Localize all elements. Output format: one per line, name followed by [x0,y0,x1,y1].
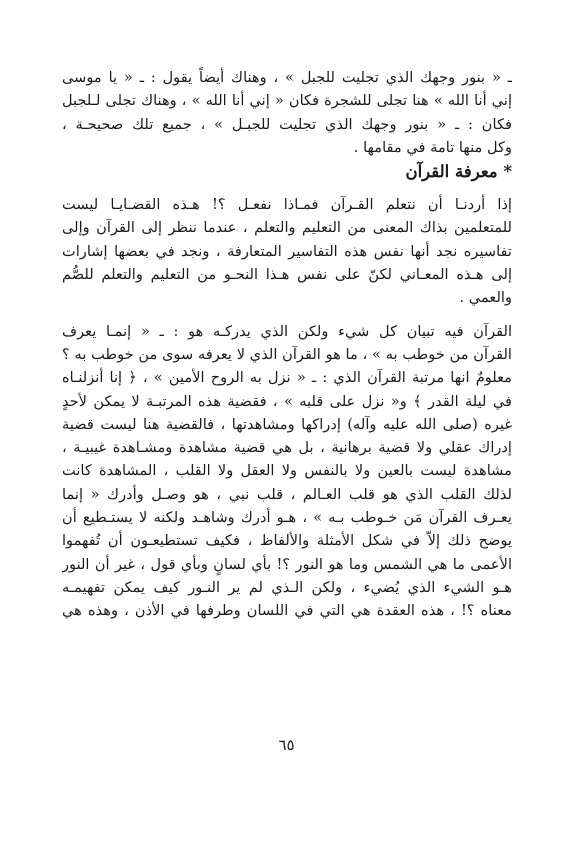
text-line: إذا أردنـا أن نتعلم القـرآن فمـاذا نفعـل ؟! هـذه القضـايـا ليست [62,196,512,214]
text-line: في ليلة القدر ﴾ و« نزل على قلبه » ، فقضية هذه المرتبـة لا يمكن لأحدٍ [62,392,512,410]
text-line: يوضح ذلك إلاّ في شكل الأمثلة والألفاظ ، فكيف تستطيعـون أن تُفهموا [62,532,512,550]
text-line: والعمي . [459,289,512,307]
text-line: يعـرف القرآن مَن خـوطب بـه » ، هـو أدرك وشاهـد ولكنه لا يستـطيع أن [62,509,512,527]
text-line: غيره (صلى الله عليه وآله) إدراكها ومشاهدتها ، فالقضية هنا ليست قضية [62,415,512,433]
text-line: القرآن فيه تبيان كل شيء ولكن الذي يدركـه هو : ـ « إنمـا يعرف [62,322,512,340]
text-line: تفاسيره نجد أنها نفس هذه التفاسير المتعارفة ، ونجد في بعضها إشارات [62,242,512,260]
text-line: معلومٌ انها مرتبة القرآن الذي : ـ « نزل به الروح الأمين » ، ﴿ إنا أنزلنـاه [62,369,512,387]
section-heading: * معرفة القرآن [405,162,512,182]
text-line: للمتعلمين بذاك المعنى من التعليم والتعلم ، عندما ننظر إلى القرآن وإلى [62,219,512,237]
paragraph-gap [62,310,512,320]
text-line: إدراك عقلي ولا قضية برهانية ، بل هي قضية مشاهدة ومشـاهدة غيبيـة ، [62,439,512,457]
page-number: ٦٥ [278,736,295,754]
paragraph-main [62,320,512,623]
text-line: لذلك القلب الذي هو قلب العـالم ، قلب نبي ، هو وصـل وأدرك « إنما [62,485,512,503]
page-body [62,66,512,623]
text-line: مشاهدة ليست بالعين ولا بالنفس ولا العقل ولا القلب ، المشاهدة كانت [62,462,512,480]
text-line: القرآن من خوطب به » ، ما هو القرآن الذي لا يعرفه سوى من خوطب به ؟ [62,345,512,363]
text-line: هـو الشيء الذي يُضيء ، ولكن الـذي لم ير النـور كيف يمكن تفهيمـه [62,578,512,596]
paragraph-continued [62,66,512,159]
text-line: وكل منها تامة في مقامها . [353,138,512,156]
paragraph-intro [62,193,512,309]
text-line: الأعمى ما هي الشمس وما هو النور ؟! بأي لسانٍ وبأي قول ، غير أن النور [62,555,512,573]
text-line: فكان : ـ « بنور وجهك الذي تجليت للجبـل » ، جميع تلك صحيحـة ، [62,115,512,133]
text-line: إلى هـذه المعـاني لكنّ على نفس هـذا النحـو من التعليم والتعلم للصُّم [62,266,512,284]
text-line: إني أنا الله » هنا تجلى للشجرة فكان « إني أنا الله » ، وهناك تجلى لـلجبل [62,92,512,110]
text-line: ـ « بنور وجهك الذي تجليت للجبل » ، وهناك أيضاً يقول : ـ « يا موسى [62,69,512,86]
text-line: معناه ؟! ، هذه العقدة هي التي في اللسان وطرفها في الأذن ، وهذه هي [62,602,512,620]
